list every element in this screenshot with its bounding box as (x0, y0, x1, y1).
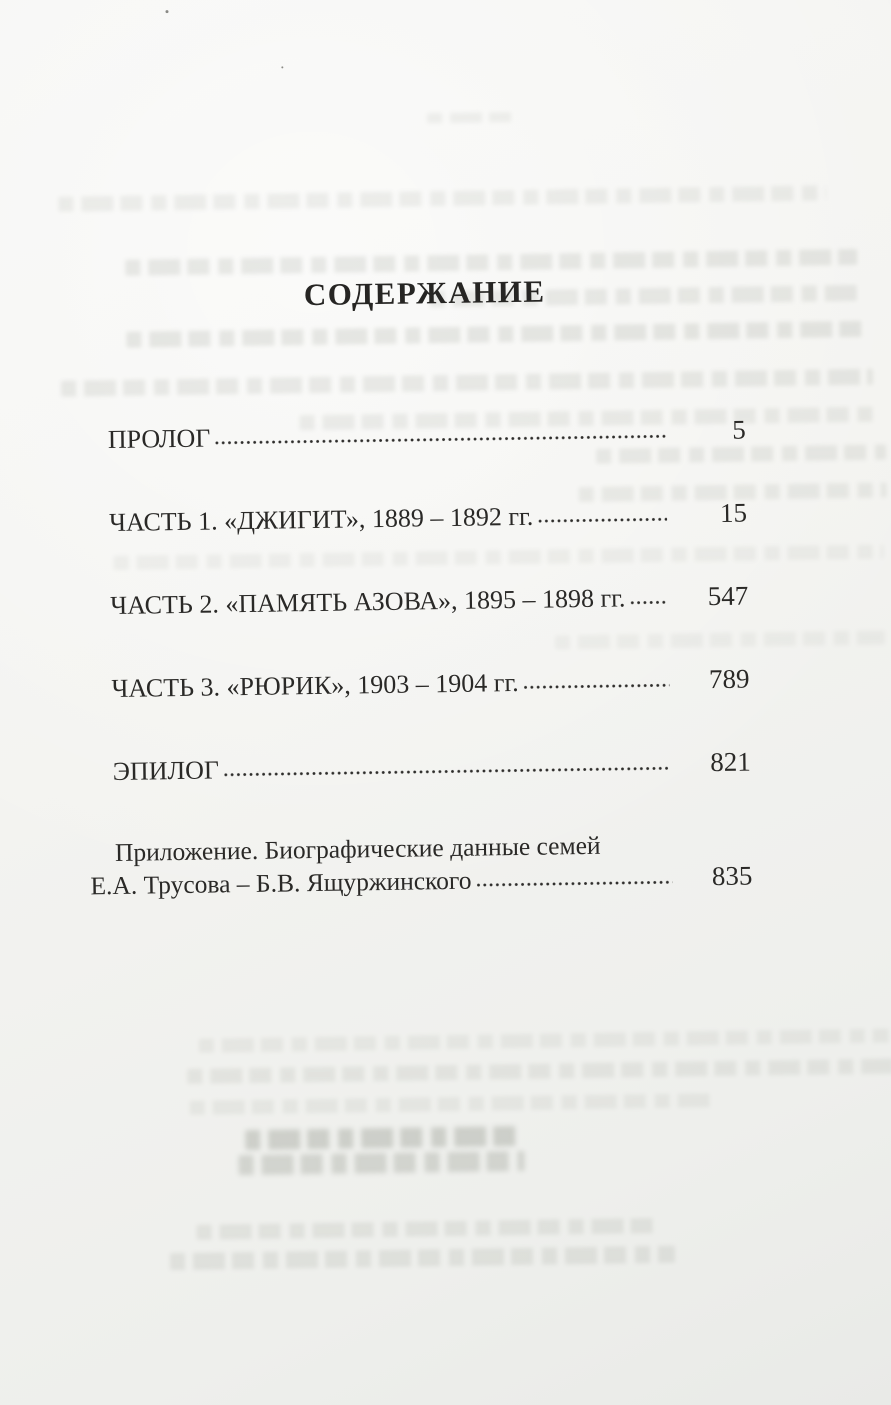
dot-leader (538, 516, 667, 525)
bleedthrough-text-ghost (126, 321, 868, 348)
toc-entry-label: ЧАСТЬ 1. «ДЖИГИТ», 1889 – 1892 гг. (108, 501, 534, 538)
toc-entry-label: ЭПИЛОГ (112, 755, 220, 786)
page-number: 5 (732, 414, 746, 445)
bleedthrough-text-ghost (190, 1093, 710, 1115)
toc-entry-label-line2: Е.А. Трусова – Б.В. Ящуржинского (90, 865, 472, 901)
bleedthrough-text-ghost (596, 444, 886, 463)
dot-leader (524, 682, 670, 691)
toc-entry-appendix (90, 827, 753, 903)
bleedthrough-text-ghost (187, 1058, 891, 1084)
bleedthrough-text-ghost (125, 249, 857, 276)
dot-leader (630, 599, 668, 607)
page-number: 821 (709, 746, 751, 778)
bleedthrough-text-ghost (61, 369, 873, 397)
bleedthrough-text-ghost (238, 1151, 524, 1175)
toc-entry-label-line1: Приложение. Биографические данные семей (114, 830, 601, 867)
paper-speck (281, 66, 283, 68)
bleedthrough-text-ghost (114, 545, 884, 570)
toc-entry-part1 (109, 498, 747, 538)
page-number: 15 (719, 497, 748, 528)
toc-entry-part2 (110, 581, 748, 621)
paper-speck (165, 10, 168, 13)
dot-leader (224, 765, 671, 779)
toc-entry-label: ЧАСТЬ 2. «ПАМЯТЬ АЗОВА», 1895 – 1898 гг. (110, 583, 626, 621)
toc-entry-epilog (113, 747, 751, 787)
bleedthrough-text-ghost (199, 1029, 889, 1053)
toc-entry-label: ПРОЛОГ (107, 423, 211, 455)
page-number: 547 (707, 580, 749, 612)
bleedthrough-text-ghost (170, 1246, 675, 1270)
toc-entry-label: ЧАСТЬ 3. «РЮРИК», 1903 – 1904 гг. (111, 667, 519, 704)
page-number: 835 (711, 860, 753, 892)
toc-entry-part3 (111, 664, 749, 704)
dot-leader (476, 879, 672, 889)
bleedthrough-text-ghost (555, 631, 885, 650)
dot-leader (215, 433, 666, 447)
bleedthrough-text-ghost (427, 112, 517, 123)
page-number: 789 (708, 663, 750, 695)
contents-title: СОДЕРЖАНИЕ (303, 273, 546, 313)
bleedthrough-text-ghost (197, 1218, 662, 1240)
bleedthrough-text-ghost (58, 185, 826, 211)
bleedthrough-text-ghost (245, 1126, 517, 1150)
